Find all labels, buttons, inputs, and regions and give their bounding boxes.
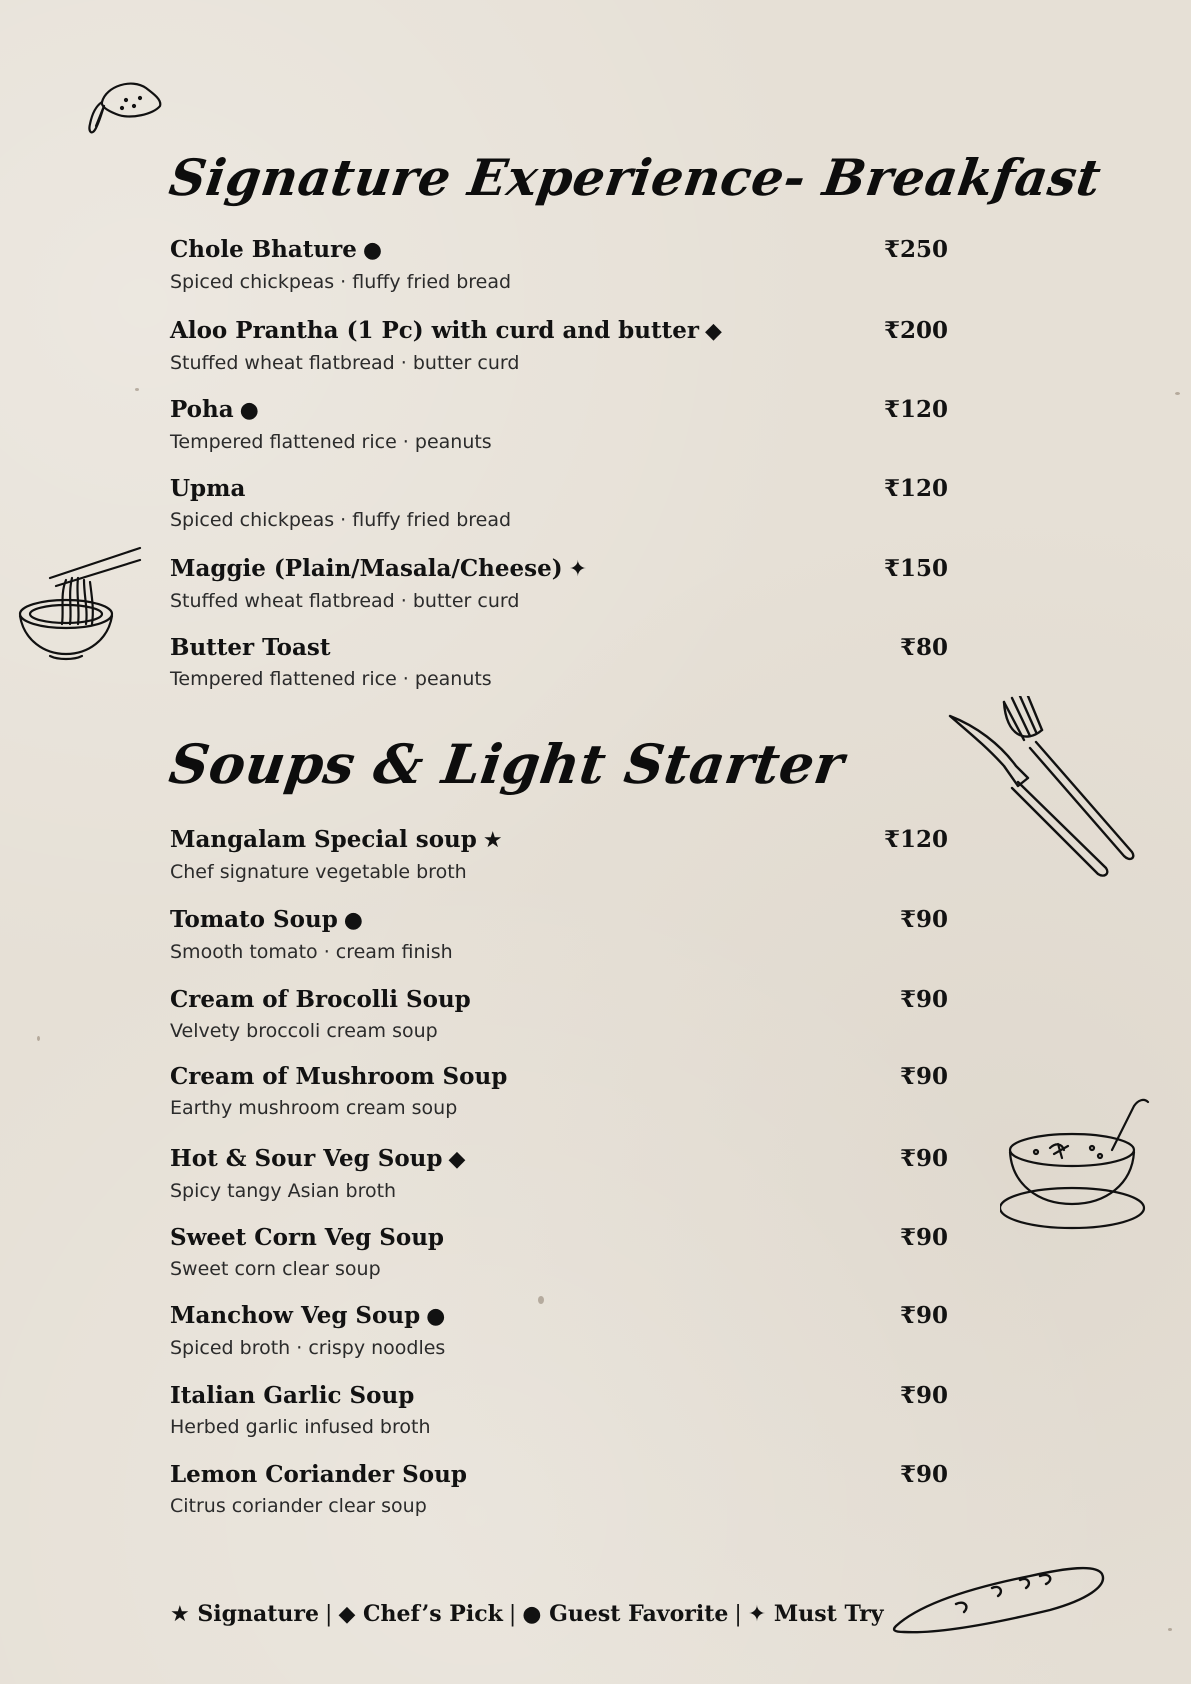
paper-speck (1168, 1628, 1172, 1631)
item-price: ₹120 (883, 475, 948, 502)
legend-separator: | (508, 1602, 517, 1627)
item-price: ₹90 (899, 986, 948, 1013)
menu-item (170, 394, 948, 457)
legend-separator: | (325, 1602, 333, 1627)
item-name-text: Maggie (Plain/Masala/Cheese) (170, 555, 563, 582)
menu-item (170, 1143, 948, 1206)
item-price: ₹90 (899, 1145, 948, 1172)
item-name-text: Tomato Soup (170, 906, 338, 933)
item-description: Sweet corn clear soup (170, 1258, 381, 1280)
menu-item (170, 315, 948, 378)
item-tag-icon: ◆ (448, 1147, 466, 1172)
item-description: Spiced chickpeas · fluffy fried bread (170, 509, 512, 531)
item-description: Citrus coriander clear soup (170, 1495, 427, 1517)
menu-item (170, 1300, 948, 1363)
item-name (170, 984, 948, 1016)
noodle-bowl-icon (16, 544, 142, 662)
item-price: ₹80 (899, 634, 948, 661)
item-name (170, 553, 948, 586)
item-description: Tempered flattened rice · peanuts (170, 431, 492, 453)
item-name (170, 632, 948, 664)
item-name-text: Cream of Mushroom Soup (170, 1063, 508, 1090)
legend-separator: | (734, 1602, 742, 1627)
knife-fork-icon (946, 696, 1142, 880)
paper-speck (37, 1036, 40, 1041)
item-name (170, 1459, 948, 1491)
legend-label: Must Try (773, 1601, 884, 1627)
soups-section-title: Soups & Light Starter (165, 732, 849, 796)
breakfast-menu-list (170, 234, 948, 694)
item-description: Stuffed wheat flatbread · butter curd (170, 352, 520, 374)
item-price: ₹200 (883, 317, 948, 344)
menu-item (170, 904, 948, 967)
item-description: Smooth tomato · cream finish (170, 941, 453, 963)
item-name-text: Cream of Brocolli Soup (170, 986, 471, 1013)
menu-item (170, 824, 948, 887)
legend-symbol-icon: ◆ (338, 1602, 364, 1627)
item-name (170, 1300, 948, 1333)
item-price: ₹90 (899, 1224, 948, 1251)
item-description: Velvety broccoli cream soup (170, 1020, 438, 1042)
item-tag-icon: ● (239, 398, 259, 423)
legend-label: Chef’s Pick (363, 1601, 503, 1627)
soup-bowl-icon (1000, 1098, 1152, 1230)
item-name (170, 1143, 948, 1176)
legend-label: Guest Favorite (549, 1601, 729, 1627)
item-tag-icon: ● (362, 238, 383, 263)
item-name-text: Italian Garlic Soup (170, 1382, 415, 1409)
soups-menu-list (170, 824, 948, 1521)
item-price: ₹250 (883, 236, 948, 263)
item-price: ₹90 (899, 1461, 948, 1488)
legend-symbol-icon: ● (522, 1602, 550, 1627)
item-price: ₹90 (899, 1382, 948, 1409)
menu-item (170, 984, 948, 1046)
item-description: Stuffed wheat flatbread · butter curd (170, 590, 520, 612)
paper-speck (135, 388, 139, 391)
item-name-text: Aloo Prantha (1 Pc) with curd and butter (170, 317, 699, 344)
menu-item (170, 1222, 948, 1284)
item-name (170, 824, 948, 857)
item-description: Herbed garlic infused broth (170, 1416, 431, 1438)
item-price: ₹90 (899, 1302, 948, 1329)
item-name-text: Chole Bhature (170, 236, 357, 263)
menu-item (170, 1061, 948, 1123)
item-price: ₹120 (883, 396, 948, 423)
item-description: Spiced chickpeas · fluffy fried bread (170, 271, 512, 293)
menu-legend (170, 1598, 884, 1631)
item-name-text: Upma (170, 475, 246, 502)
item-description: Earthy mushroom cream soup (170, 1097, 458, 1119)
legend-symbol-icon: ✦ (747, 1602, 774, 1627)
item-name (170, 1222, 948, 1254)
item-price: ₹150 (883, 555, 948, 582)
menu-item (170, 632, 948, 694)
item-description: Spiced broth · crispy noodles (170, 1337, 446, 1359)
item-name (170, 1061, 948, 1093)
item-description: Tempered flattened rice · peanuts (170, 668, 492, 690)
item-name (170, 1380, 948, 1412)
menu-item (170, 473, 948, 535)
item-description: Chef signature vegetable broth (170, 861, 467, 883)
menu-item (170, 234, 948, 297)
item-name (170, 904, 948, 937)
baguette-icon (890, 1560, 1108, 1638)
paper-speck (1175, 392, 1180, 395)
item-name-text: Sweet Corn Veg Soup (170, 1224, 445, 1251)
item-name-text: Hot & Sour Veg Soup (170, 1145, 443, 1172)
item-tag-icon: ✦ (568, 557, 588, 582)
menu-item (170, 553, 948, 616)
item-name (170, 394, 948, 427)
legend-symbol-icon: ★ (170, 1602, 198, 1627)
item-name-text: Poha (170, 396, 234, 423)
lemon-icon (84, 76, 164, 138)
item-description: Spicy tangy Asian broth (170, 1180, 397, 1202)
item-name-text: Lemon Coriander Soup (170, 1461, 467, 1488)
item-tag-icon: ● (343, 908, 363, 933)
item-tag-icon: ★ (482, 828, 503, 853)
item-name-text: Butter Toast (170, 634, 331, 661)
item-name-text: Mangalam Special soup (170, 826, 477, 853)
breakfast-section-title: Signature Experience- Breakfast (165, 148, 1105, 207)
item-tag-icon: ◆ (705, 319, 722, 344)
item-tag-icon: ● (426, 1304, 446, 1329)
item-name (170, 473, 948, 505)
menu-item (170, 1380, 948, 1442)
item-name-text: Manchow Veg Soup (170, 1302, 421, 1329)
item-price: ₹90 (899, 906, 948, 933)
item-name (170, 315, 948, 348)
item-price: ₹120 (883, 826, 948, 853)
item-name (170, 234, 948, 267)
item-price: ₹90 (899, 1063, 948, 1090)
legend-label: Signature (197, 1601, 320, 1627)
menu-item (170, 1459, 948, 1521)
